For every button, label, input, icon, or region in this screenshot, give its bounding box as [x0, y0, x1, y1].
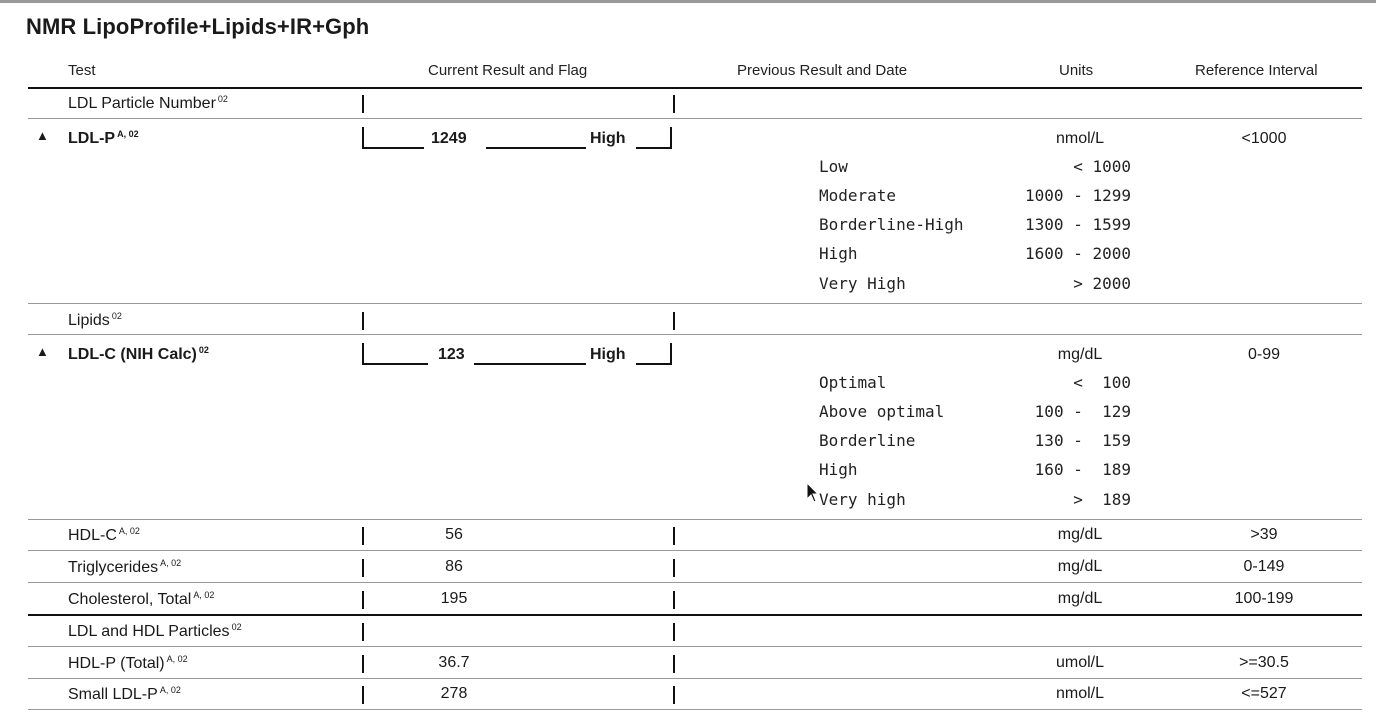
reference-hdl-p: >=30.5: [1239, 654, 1289, 671]
row-hdl-p-label: HDL-P (Total) $^{A, 02}$: [68, 654, 188, 672]
result-cholesterol: 195: [440, 590, 468, 607]
ldl-c-range-value: > 189: [1073, 490, 1131, 509]
ldl-p-range-value: > 2000: [1073, 274, 1131, 293]
mouse-pointer-icon: [806, 482, 820, 509]
row-divider: [28, 709, 1362, 710]
ldl-c-range-label: Borderline: [819, 431, 916, 450]
col-divider: [673, 686, 675, 704]
ldl-c-range-label: High: [819, 460, 858, 479]
ldl-c-range-label: Very high: [819, 490, 906, 509]
col-divider: [673, 655, 675, 673]
ldl-c-range-value: 130 - 159: [1034, 431, 1131, 450]
col-divider: [362, 559, 364, 577]
row-divider: [28, 678, 1362, 679]
ldl-p-range-label: Borderline-High: [819, 215, 964, 234]
row-divider: [28, 118, 1362, 119]
ldl-p-range-label: Low: [819, 157, 848, 176]
row-small-ldl-p-label: Small LDL-P $^{A, 02}$: [68, 685, 181, 703]
col-divider: [362, 623, 364, 641]
col-divider: [362, 527, 364, 545]
col-divider: [673, 527, 675, 545]
col-divider: [673, 623, 675, 641]
header-divider: [28, 87, 1362, 89]
reference-small-ldl-p: <=527: [1241, 685, 1287, 702]
row-triglycerides-label: Triglycerides $^{A, 02}$: [68, 558, 182, 576]
row-divider: [28, 614, 1362, 616]
flag-ldl-p: High: [590, 130, 626, 147]
ldl-c-range-value: < 100: [1073, 373, 1131, 392]
reference-cholesterol: 100-199: [1234, 590, 1294, 607]
row-divider: [28, 550, 1362, 551]
row-divider: [28, 334, 1362, 335]
row-ldl-hdl-particles-label: LDL and HDL Particles $^{02}$: [68, 622, 242, 640]
row-cholesterol-label: Cholesterol, Total $^{A, 02}$: [68, 590, 215, 608]
units-triglycerides: mg/dL: [1057, 558, 1103, 575]
col-divider: [362, 95, 364, 113]
units-small-ldl-p: nmol/L: [1055, 685, 1105, 702]
top-border: [0, 0, 1376, 3]
col-divider: [673, 559, 675, 577]
ldl-c-range-label: Above optimal: [819, 402, 945, 421]
ldl-c-range-label: Optimal: [819, 373, 887, 392]
report-title: NMR LipoProfile+Lipids+IR+Gph: [26, 14, 370, 39]
ldl-p-range-label: Very High: [819, 274, 906, 293]
row-divider: [28, 519, 1362, 520]
row-ldl-particle-number-label: LDL Particle Number $^{02}$: [68, 94, 228, 112]
col-divider: [362, 312, 364, 330]
units-cholesterol: mg/dL: [1057, 590, 1103, 607]
units-hdl-c: mg/dL: [1057, 526, 1103, 543]
ldl-p-range-value: 1600 - 2000: [1025, 244, 1131, 263]
flag-marker-ldl-c: ▲: [36, 344, 49, 359]
header-test: Test: [68, 62, 96, 79]
ldl-p-range-value: 1000 - 1299: [1025, 186, 1131, 205]
ldl-c-range-value: 100 - 129: [1034, 402, 1131, 421]
ldl-p-range-value: 1300 - 1599: [1025, 215, 1131, 234]
flag-ldl-c: High: [590, 346, 626, 363]
col-divider: [362, 591, 364, 609]
result-hdl-p: 36.7: [438, 654, 470, 671]
col-divider: [673, 312, 675, 330]
ldl-p-range-label: Moderate: [819, 186, 897, 205]
col-divider: [362, 655, 364, 673]
ldl-c-range-value: 160 - 189: [1034, 460, 1131, 479]
col-divider: [673, 95, 675, 113]
result-hdl-c: 56: [445, 526, 463, 543]
row-hdl-c-label: HDL-C $^{A, 02}$: [68, 526, 140, 544]
units-ldl-p: nmol/L: [1055, 130, 1105, 147]
row-ldl-p-label: LDL-P $^{A, 02}$: [68, 129, 139, 147]
ldl-p-range-value: < 1000: [1073, 157, 1131, 176]
col-divider: [673, 591, 675, 609]
reference-triglycerides: 0-149: [1243, 558, 1285, 575]
reference-ldl-c: 0-99: [1247, 346, 1281, 363]
result-small-ldl-p: 278: [440, 685, 468, 702]
flag-marker-ldl-p: ▲: [36, 128, 49, 143]
header-previous-result: Previous Result and Date: [737, 62, 908, 79]
ldl-p-range-label: High: [819, 244, 858, 263]
units-hdl-p: umol/L: [1055, 654, 1105, 671]
row-divider: [28, 582, 1362, 583]
row-lipids-label: Lipids $^{02}$: [68, 311, 122, 329]
row-divider: [28, 303, 1362, 304]
header-units: Units: [1059, 62, 1094, 79]
units-ldl-c: mg/dL: [1057, 346, 1103, 363]
reference-ldl-p: <1000: [1241, 130, 1287, 147]
col-divider: [362, 686, 364, 704]
result-ldl-p: 1249: [431, 130, 467, 147]
header-reference: Reference Interval: [1195, 62, 1318, 79]
reference-hdl-c: >39: [1250, 526, 1278, 543]
row-divider: [28, 646, 1362, 647]
header-current-result: Current Result and Flag: [428, 62, 588, 79]
row-ldl-c-label: LDL-C (NIH Calc) $^{02}$: [68, 345, 209, 363]
result-triglycerides: 86: [445, 558, 463, 575]
result-ldl-c: 123: [438, 346, 465, 363]
